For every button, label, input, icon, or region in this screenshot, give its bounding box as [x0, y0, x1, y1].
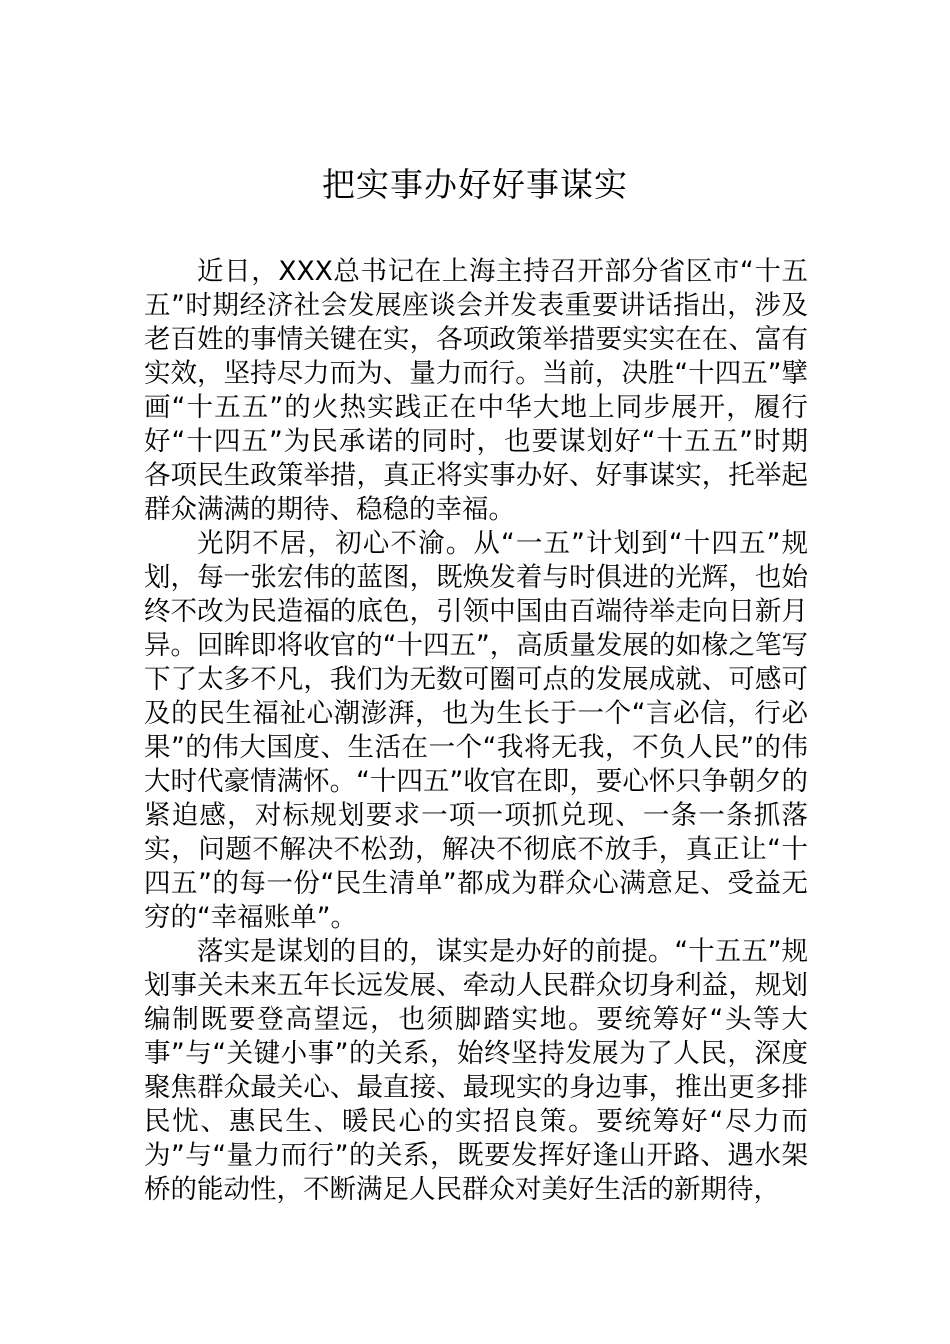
- paragraph: 近日，XXX总书记在上海主持召开部分省区市“十五五”时期经济社会发展座谈会并发表重要讲话指出，涉及老百姓的事情关键在实，各项政策举措要实实在在、富有实效，坚持尽力而为、量力而行。当前，决胜“十四五”擘画“十五五”的火热实践正在中华大地上同步展开，履行好“十四五”为民承诺的同时，也要谋划好“十五五”时期各项民生政策举措，真正将实事办好、好事谋实，托举起群众满满的期待、稳稳的幸福。: [144, 256, 808, 525]
- paragraph: 落实是谋划的目的，谋实是办好的前提。“十五五”规划事关未来五年长远发展、牵动人民群众切身利益，规划编制既要登高望远，也须脚踏实地。要统筹好“头等大事”与“关键小事”的关系，始终坚持发展为了人民，深度聚焦群众最关心、最直接、最现实的身边事，推出更多排民忧、惠民生、暖民心的实招良策。要统筹好“尽力而为”与“量力而行”的关系，既要发挥好逢山开路、遇水架桥的能动性，不断满足人民群众对美好生活的新期待，: [144, 936, 808, 1205]
- document-title: 把实事办好好事谋实: [322, 165, 628, 204]
- paragraph: 光阴不居，初心不渝。从“一五”计划到“十四五”规划，每一张宏伟的蓝图，既焕发着与时俱进的光辉，也始终不改为民造福的底色，引领中国由百端待举走向日新月异。回眸即将收官的“十四五”，高质量发展的如椽之笔写下了太多不凡，我们为无数可圈可点的发展成就、可感可及的民生福祉心潮澎湃，也为生长于一个“言必信，行必果”的伟大国度、生活在一个“我将无我，不负人民”的伟大时代豪情满怀。“十四五”收官在即，要心怀只争朝夕的紧迫感，对标规划要求一项一项抓兑现、一条一条抓落实，问题不解决不松劲，解决不彻底不放手，真正让“十四五”的每一份“民生清单”都成为群众心满意足、受益无穷的“幸福账单”。: [144, 528, 808, 933]
- document-body: [144, 255, 808, 1207]
